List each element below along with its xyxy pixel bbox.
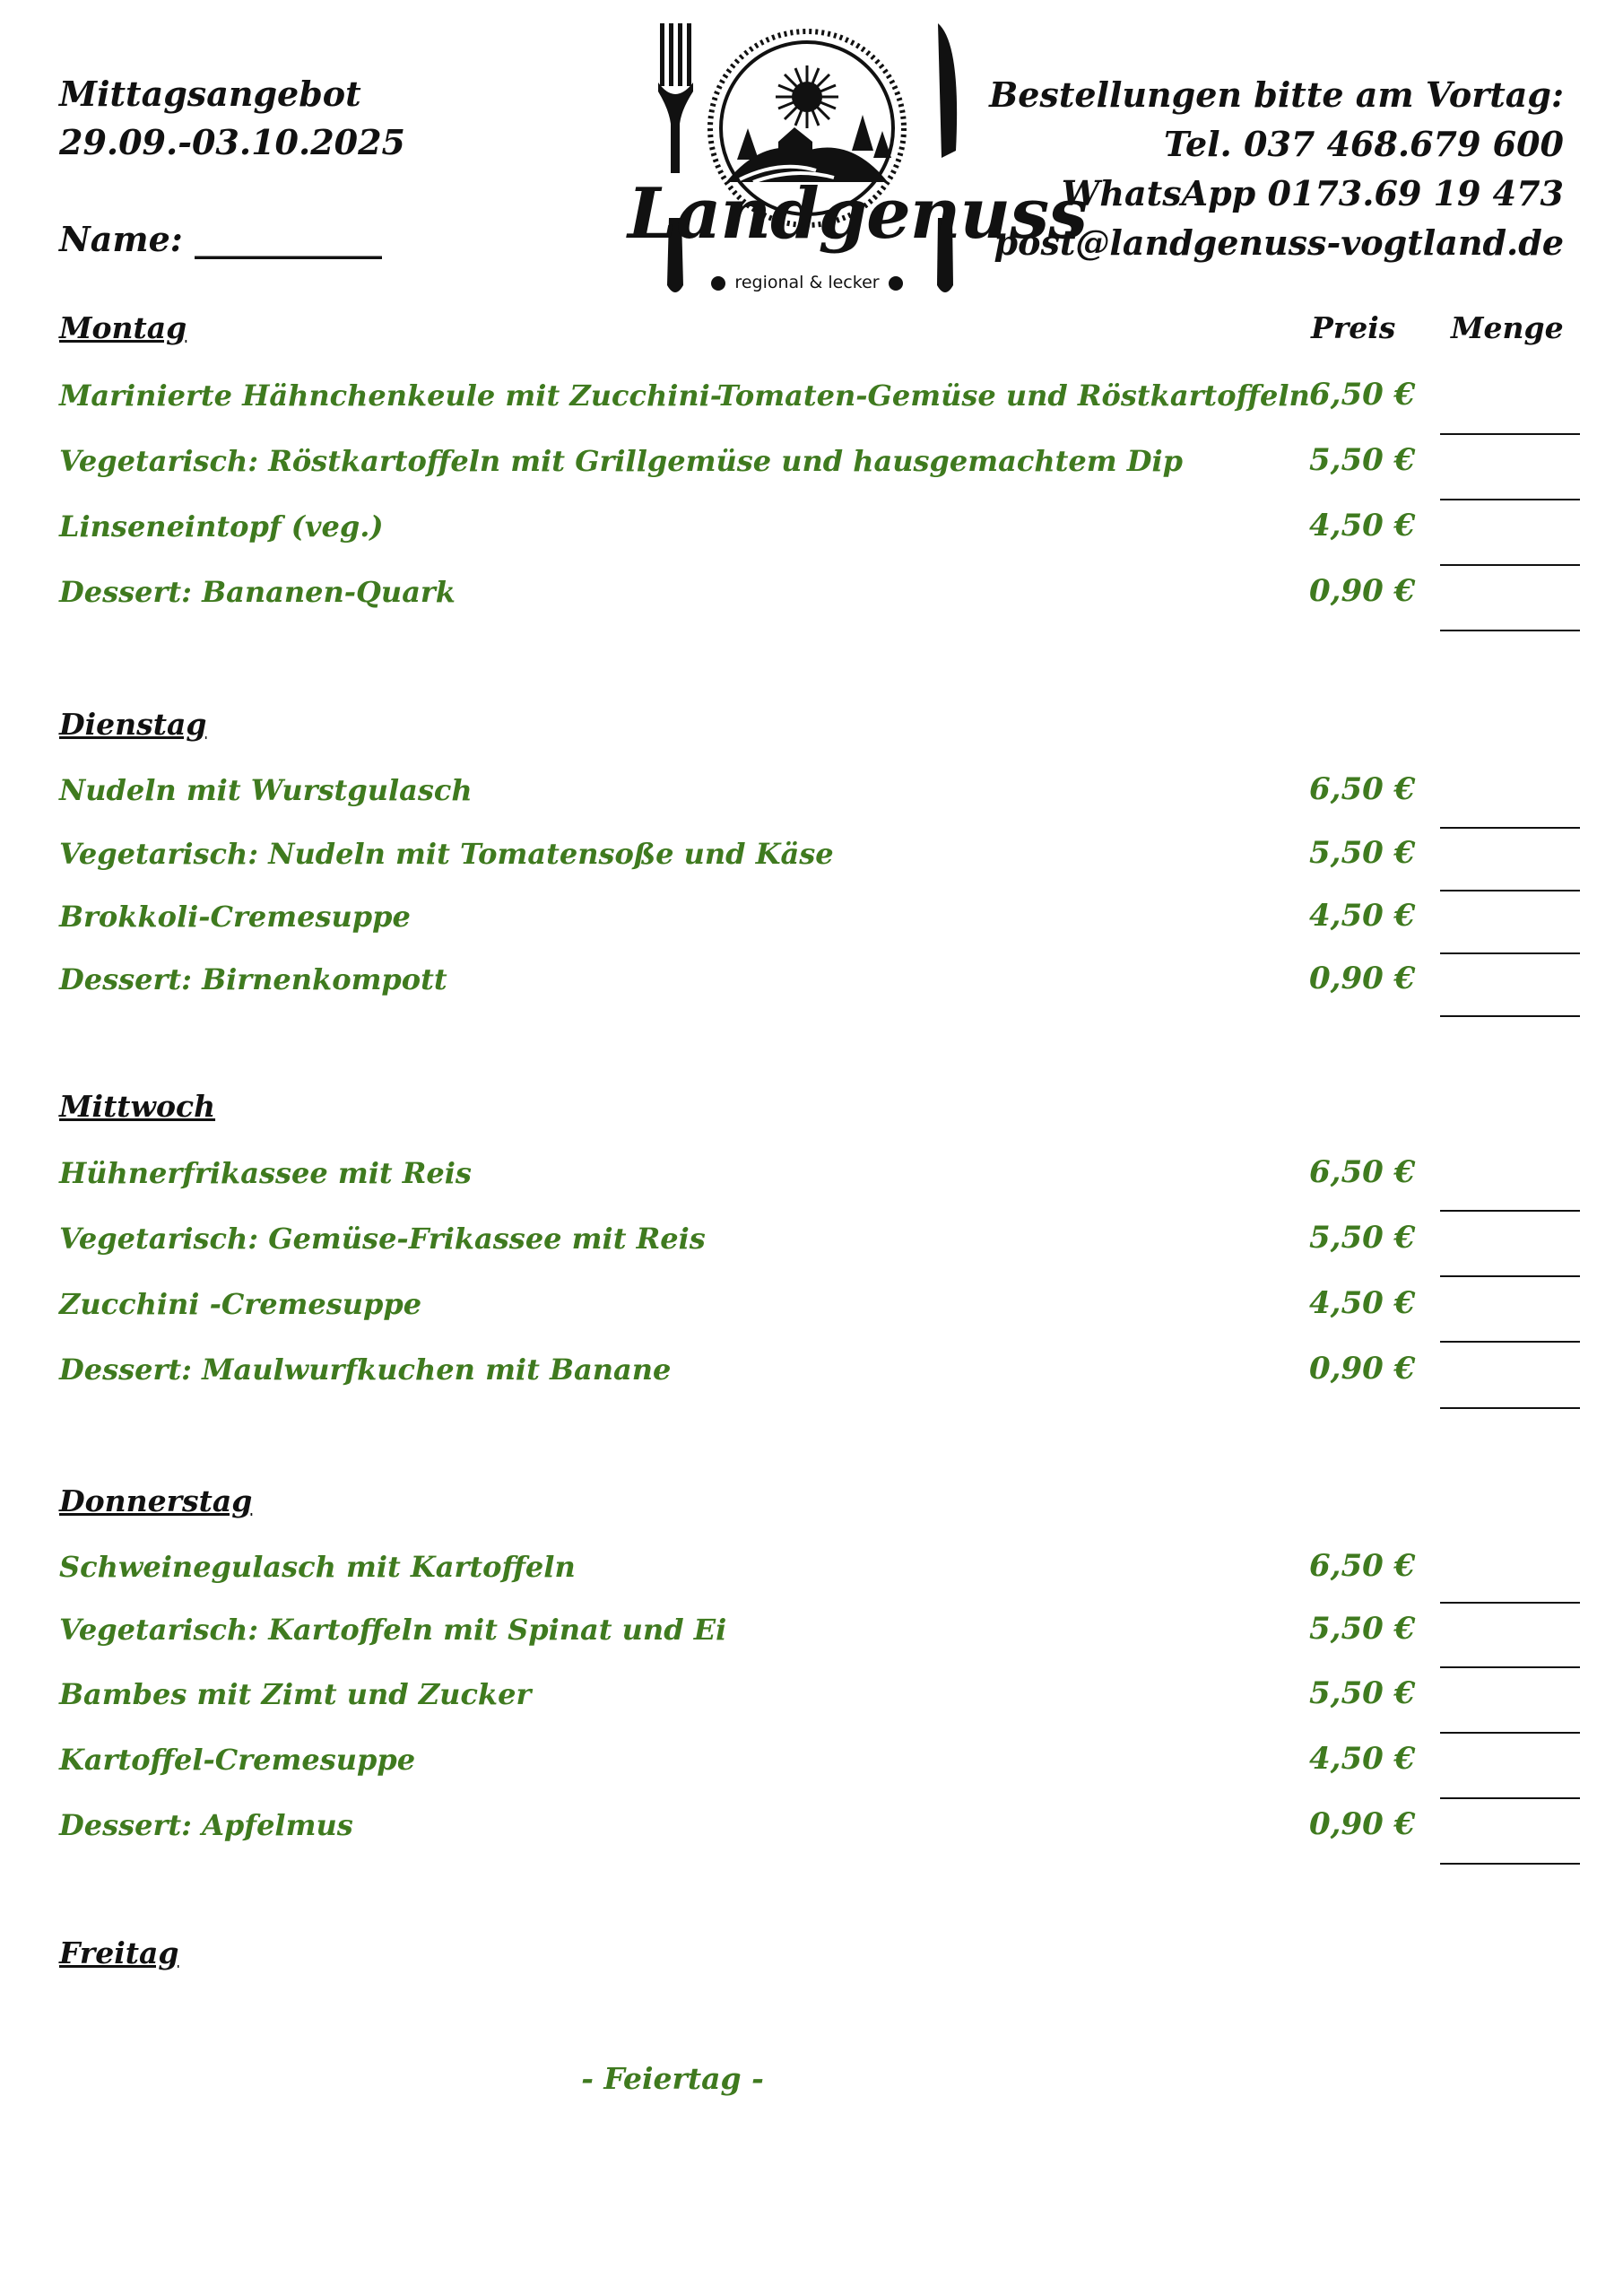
dish-price: 6,50 € xyxy=(1309,377,1416,413)
dish: Vegetarisch: Gemüse-Frikassee mit Reis xyxy=(59,1222,706,1256)
quantity-field[interactable] xyxy=(1440,433,1580,435)
day-heading-montag: Montag xyxy=(59,310,187,345)
dish: Zucchini -Cremesuppe xyxy=(59,1287,422,1321)
quantity-field[interactable] xyxy=(1440,1210,1580,1212)
quantity-field[interactable] xyxy=(1440,1732,1580,1734)
quantity-field[interactable] xyxy=(1440,890,1580,891)
logo-brand: Landgenuss xyxy=(628,173,1088,255)
offer-title: Mittagsangebot xyxy=(59,74,361,114)
dish-price: 5,50 € xyxy=(1309,442,1416,478)
quantity-field[interactable] xyxy=(1440,1797,1580,1799)
dish-price: 5,50 € xyxy=(1309,835,1416,871)
day-heading-mittwoch: Mittwoch xyxy=(59,1089,216,1124)
quantity-field[interactable] xyxy=(1440,564,1580,566)
name-field: Name: ___________ xyxy=(59,219,382,259)
dish: Vegetarisch: Kartoffeln mit Spinat und Ei xyxy=(59,1613,727,1647)
landgenuss-logo xyxy=(628,16,1088,303)
dish-price: 0,90 € xyxy=(1309,573,1416,609)
header-right xyxy=(989,70,1564,267)
dish-price: 6,50 € xyxy=(1309,771,1416,807)
bullet-icon xyxy=(889,276,903,291)
quantity-field[interactable] xyxy=(1440,1863,1580,1865)
quantity-field[interactable] xyxy=(1440,827,1580,829)
logo-emblem-icon xyxy=(628,16,1088,303)
quantity-field[interactable] xyxy=(1440,499,1580,500)
dish-price: 4,50 € xyxy=(1309,508,1416,544)
day-heading-donnerstag: Donnerstag xyxy=(59,1483,253,1518)
quantity-field[interactable] xyxy=(1440,1015,1580,1017)
dish: Marinierte Hähnchenkeule mit Zucchini-Tomaten-Gemüse und Röstkartoffeln xyxy=(59,378,1310,413)
dish: Brokkoli-Cremesuppe xyxy=(59,900,411,934)
dish: Vegetarisch: Nudeln mit Tomatensoße und Käse xyxy=(59,837,834,871)
dish: Dessert: Birnenkompott xyxy=(59,962,447,996)
dish-price: 6,50 € xyxy=(1309,1548,1416,1584)
order-note: Bestellungen bitte am Vortag: xyxy=(989,74,1564,115)
email-address: post@landgenuss-vogtland.de xyxy=(994,222,1564,263)
quantity-field[interactable] xyxy=(1440,1275,1580,1277)
quantity-field[interactable] xyxy=(1440,1602,1580,1604)
whatsapp-number: WhatsApp 0173.69 19 473 xyxy=(1061,173,1564,213)
quantity-field[interactable] xyxy=(1440,952,1580,954)
bullet-icon xyxy=(711,276,725,291)
dish: Bambes mit Zimt und Zucker xyxy=(59,1677,532,1711)
dish-price: 4,50 € xyxy=(1309,1285,1416,1321)
dish: Schweinegulasch mit Kartoffeln xyxy=(59,1550,576,1584)
dish: Vegetarisch: Röstkartoffeln mit Grillgemüse und hausgemachtem Dip xyxy=(59,444,1184,478)
dish: Dessert: Apfelmus xyxy=(59,1808,353,1842)
dish: Dessert: Bananen-Quark xyxy=(59,575,456,609)
dish: Dessert: Maulwurfkuchen mit Banane xyxy=(59,1352,672,1387)
column-header-price: Preis xyxy=(1311,310,1396,345)
column-header-quantity: Menge xyxy=(1451,310,1564,345)
dish-price: 0,90 € xyxy=(1309,1351,1416,1387)
quantity-field[interactable] xyxy=(1440,1341,1580,1343)
quantity-field[interactable] xyxy=(1440,1666,1580,1668)
dish: Hühnerfrikassee mit Reis xyxy=(59,1156,472,1190)
dish-price: 5,50 € xyxy=(1309,1611,1416,1647)
dish: Kartoffel-Cremesuppe xyxy=(59,1743,416,1777)
logo-tagline xyxy=(628,273,986,292)
dish-price: 5,50 € xyxy=(1309,1220,1416,1256)
quantity-field[interactable] xyxy=(1440,630,1580,631)
day-heading-dienstag: Dienstag xyxy=(59,707,207,742)
dish-price: 4,50 € xyxy=(1309,898,1416,934)
phone-number: Tel. 037 468.679 600 xyxy=(1164,124,1564,164)
holiday-note: - Feiertag - xyxy=(581,2061,764,2096)
header-left xyxy=(59,70,405,264)
dish: Nudeln mit Wurstgulasch xyxy=(59,773,473,807)
dish-price: 6,50 € xyxy=(1309,1154,1416,1190)
dish-price: 5,50 € xyxy=(1309,1675,1416,1711)
day-heading-freitag: Freitag xyxy=(59,1935,179,1970)
date-range: 29.09.-03.10.2025 xyxy=(59,122,405,162)
dish-price: 0,90 € xyxy=(1309,961,1416,996)
logo-tagline-text: regional & lecker xyxy=(734,273,880,292)
dish-price: 0,90 € xyxy=(1309,1806,1416,1842)
dish-price: 4,50 € xyxy=(1309,1741,1416,1777)
quantity-field[interactable] xyxy=(1440,1407,1580,1409)
dish: Linseneintopf (veg.) xyxy=(59,509,384,544)
